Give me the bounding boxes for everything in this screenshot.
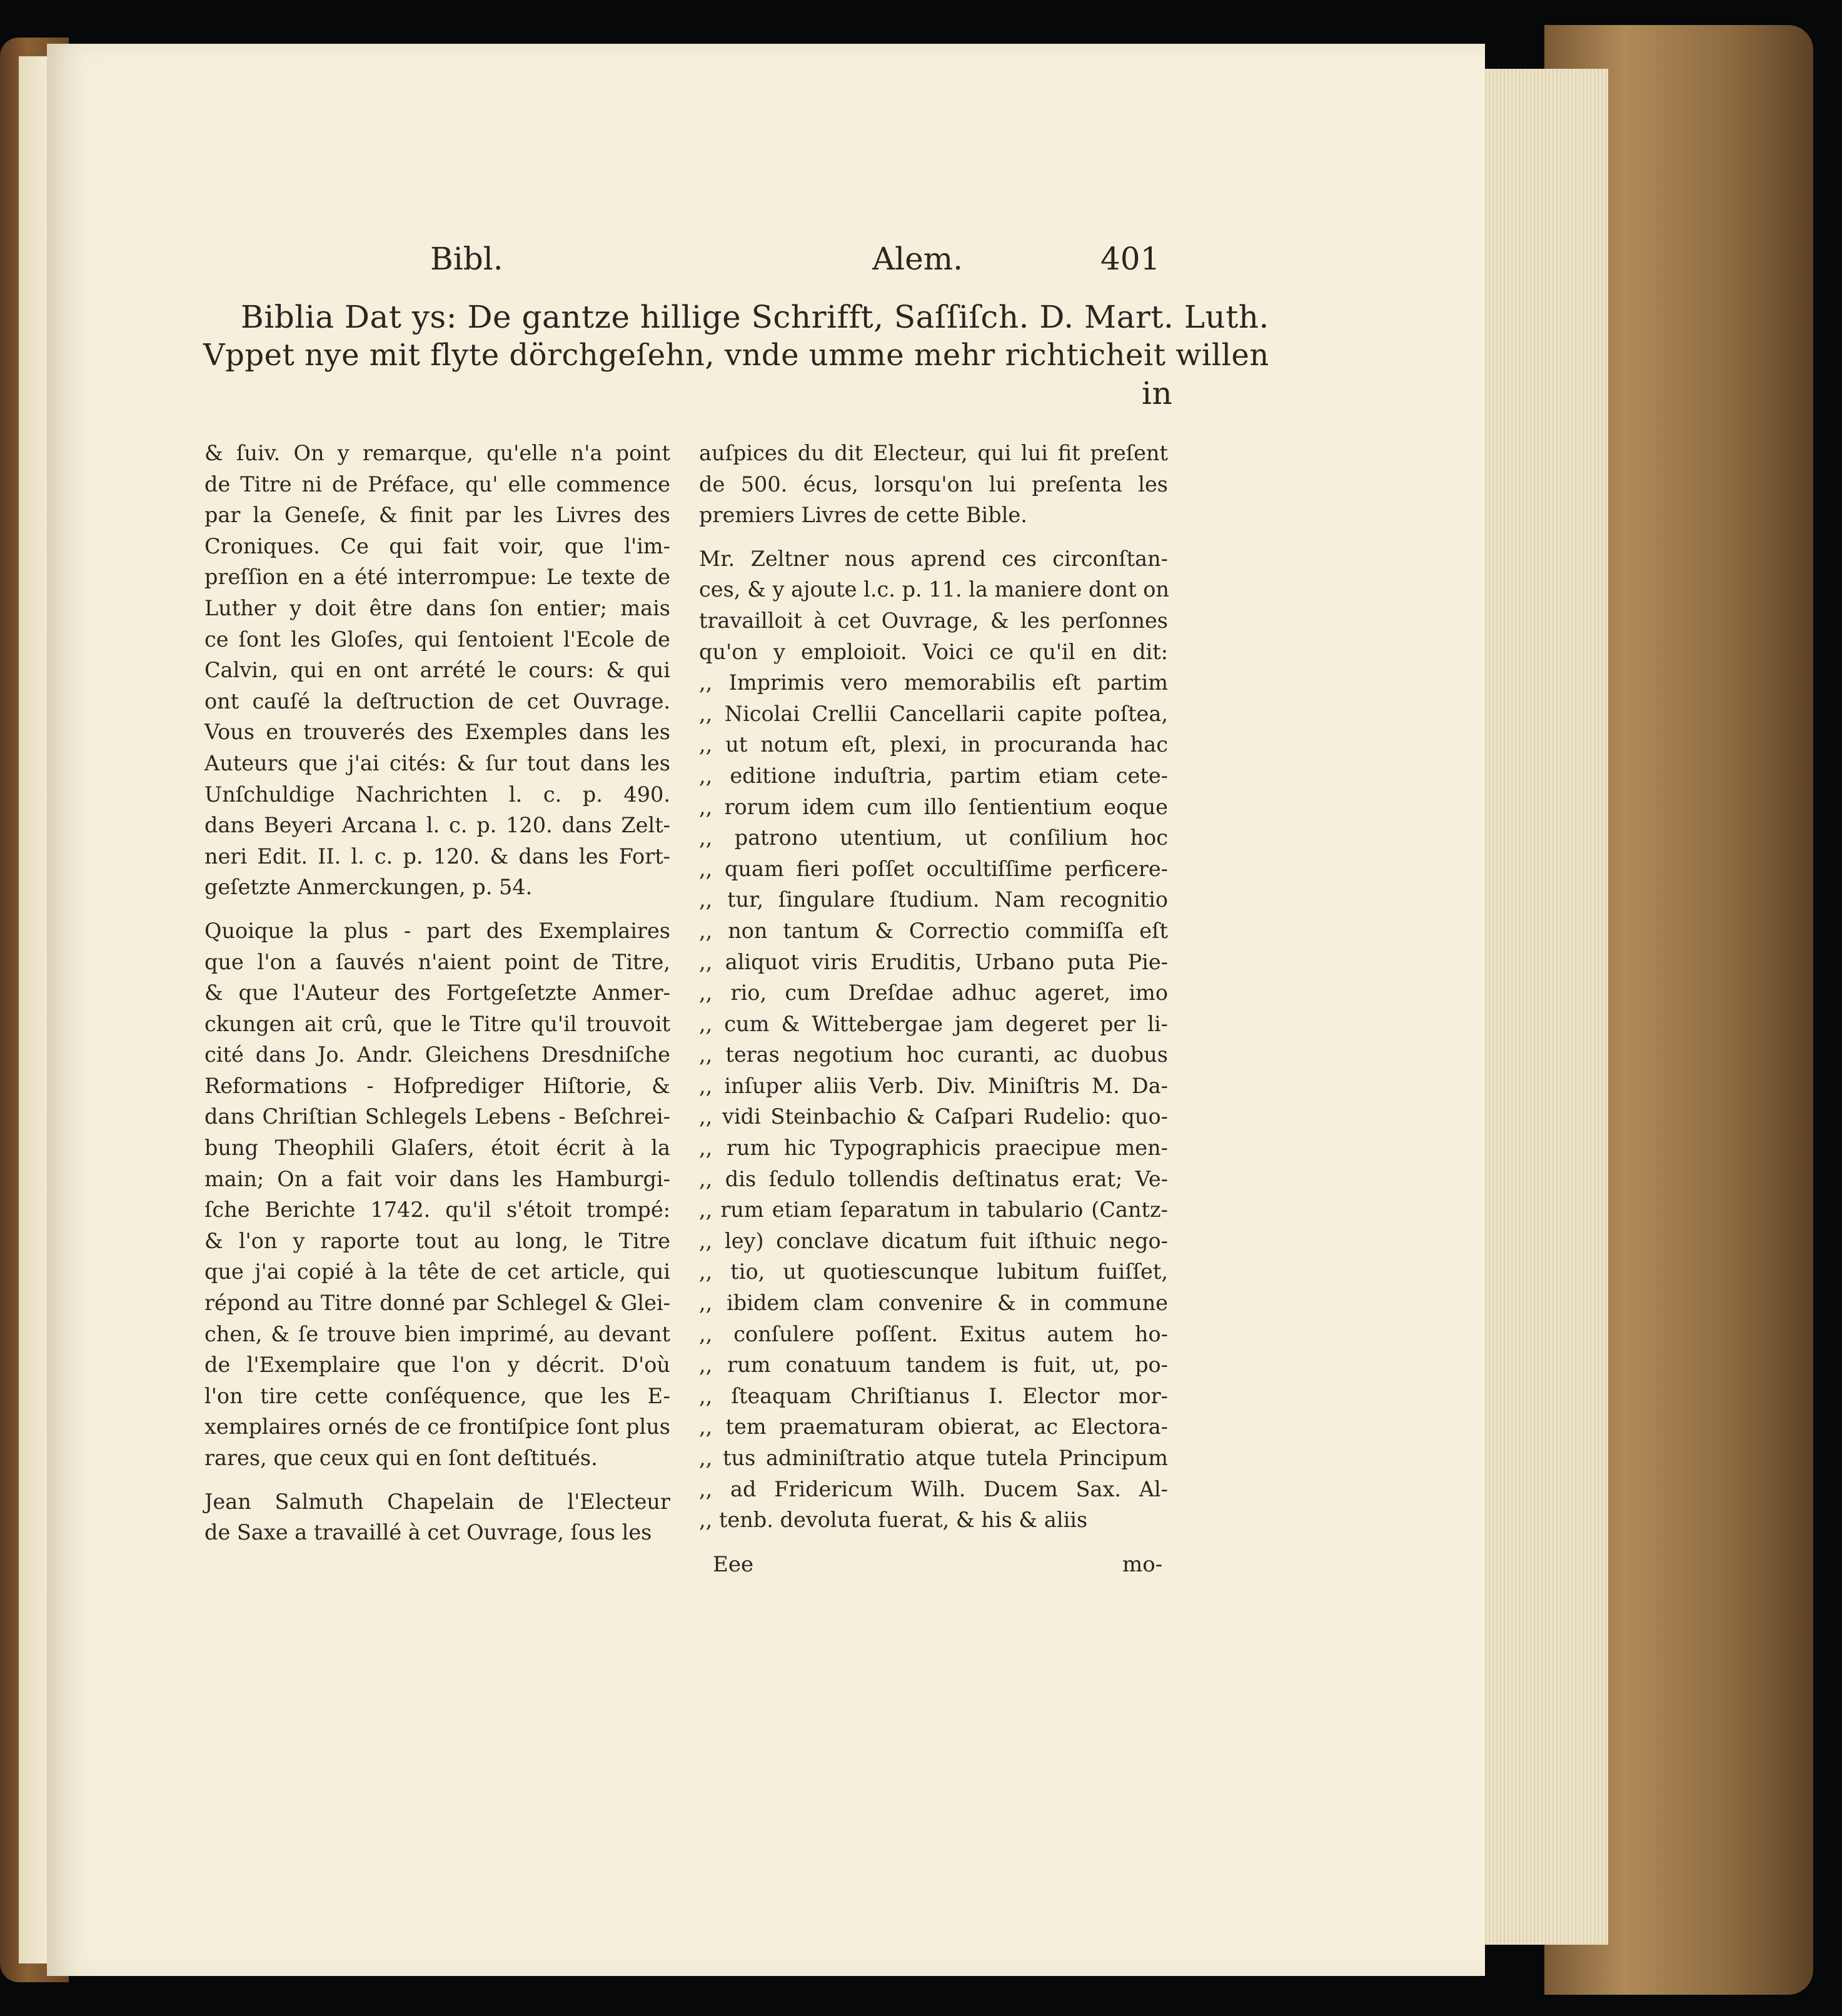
page-block-edge	[1482, 69, 1608, 1945]
left-column	[204, 438, 670, 1548]
text-line: ſche Berichte 1742. qu'il s'étoit trompé:	[204, 1197, 670, 1222]
running-head-left: Bibl.	[430, 241, 503, 277]
paragraph-gap	[204, 1474, 670, 1486]
text-line: ,, rio, cum Dreſdae adhuc ageret, imo	[699, 980, 1168, 1005]
text-line: ,, rorum idem cum illo ſentientium eoque	[699, 794, 1168, 819]
text-line: que j'ai copié à la tête de cet article, qui	[204, 1259, 670, 1284]
text-line: l'on tire cette conſéquence, que les E-	[204, 1383, 670, 1408]
text-line: Luther y doit être dans ſon entier; mais	[204, 595, 670, 620]
text-line: ,, patrono utentium, ut conſilium hoc	[699, 825, 1168, 850]
text-line: dans Chriſtian Schlegels Lebens - Beſchrei-	[204, 1104, 670, 1129]
text-line: ,, teras negotium hoc curanti, ac duobus	[699, 1042, 1168, 1067]
text-line: & ſuiv. On y remarque, qu'elle n'a point	[204, 441, 670, 465]
text-line: ,, dis ſedulo tollendis deſtinatus erat; Ve-	[699, 1166, 1168, 1191]
page-number: 401	[1100, 241, 1160, 277]
signature-mark: Eee	[713, 1552, 754, 1577]
text-line: dans Beyeri Arcana l. c. p. 120. dans Zelt-	[204, 813, 670, 838]
text-line: ckungen ait crû, que le Titre qu'il trouvoit	[204, 1011, 670, 1036]
text-line: ,, vidi Steinbachio & Caſpari Rudelio: quo-	[699, 1104, 1168, 1129]
paragraph-gap	[204, 903, 670, 915]
text-line: ,, Imprimis vero memorabilis eſt partim	[699, 670, 1168, 695]
text-line: preſſion en a été interrompue: Le texte de	[204, 565, 670, 590]
text-line: Jean Salmuth Chapelain de l'Electeur	[204, 1489, 670, 1514]
text-line: de Saxe a travaillé à cet Ouvrage, ſous les	[204, 1520, 652, 1545]
text-line: ,, aliquot viris Eruditis, Urbano puta Pie-	[699, 949, 1168, 974]
text-line: Calvin, qui en ont arrété le cours: & qui	[204, 658, 670, 683]
text-line: chen, & ſe trouve bien imprimé, au devant	[204, 1321, 670, 1346]
text-line: ,, tenb. devoluta fuerat, & his & aliis	[699, 1508, 1088, 1533]
text-line: Vous en trouverés des Exemples dans les	[204, 720, 670, 745]
text-line: xemplaires ornés de ce frontiſpice ſont plus	[204, 1414, 670, 1439]
title-line-2: Vppet nye mit flyte dörchgeſehn, vnde umme mehr richticheit willen	[203, 338, 1269, 373]
text-line: ,, ley) conclave dicatum fuit iſthuic nego-	[699, 1228, 1168, 1253]
running-head-center: Alem.	[872, 241, 963, 277]
text-line: ,, non tantum & Correctio commiſſa eſt	[699, 918, 1168, 943]
text-line: ,, inſuper aliis Verb. Div. Miniſtris M. Da-	[699, 1073, 1168, 1098]
text-line: ,, rum etiam ſeparatum in tabulario (Cantz-	[699, 1197, 1168, 1222]
text-line: neri Edit. II. l. c. p. 120. & dans les Fort-	[204, 844, 670, 869]
text-line: de Titre ni de Préface, qu' elle commence	[204, 471, 670, 496]
title-line-1: Biblia Dat ys: De gantze hillige Schrifft, Saſſiſch. D. Mart. Luth.	[241, 299, 1269, 335]
right-column	[699, 438, 1168, 1536]
text-line: ,, ad Fridericum Wilh. Ducem Sax. Al-	[699, 1476, 1168, 1501]
text-line: ,, ut notum eſt, plexi, in procuranda hac	[699, 732, 1168, 757]
text-line: ,, rum hic Typographicis praecipue men-	[699, 1136, 1168, 1161]
text-line: Reformations - Hofprediger Hiſtorie, &	[204, 1073, 670, 1098]
text-line: premiers Livres de cette Bible.	[699, 503, 1027, 528]
text-line: ,, ibidem clam convenire & in commune	[699, 1291, 1168, 1316]
text-line: ont cauſé la deſtruction de cet Ouvrage.	[204, 688, 670, 713]
text-line: travailloit à cet Ouvrage, & les perſonnes	[699, 608, 1168, 633]
text-line: Unſchuldige Nachrichten l. c. p. 490.	[204, 782, 670, 807]
text-line: ces, & y ajoute l.c. p. 11. la maniere dont on	[699, 577, 1169, 602]
text-line: bung Theophili Glaſers, étoit écrit à la	[204, 1136, 670, 1161]
text-line: rares, que ceux qui en ſont deſtitués.	[204, 1446, 598, 1470]
text-line: qu'on y emploioit. Voici ce qu'il en dit:	[699, 639, 1168, 664]
text-line: ce ſont les Gloſes, qui ſentoient l'Ecole de	[204, 627, 670, 652]
text-line: main; On a fait voir dans les Hamburgi-	[204, 1166, 670, 1191]
text-line: & que l'Auteur des Fortgeſetzte Anmer-	[204, 980, 670, 1005]
text-line: cité dans Jo. Andr. Gleichens Dresdniſche	[204, 1042, 670, 1067]
text-line: ,, tus adminiſtratio atque tutela Principum	[699, 1446, 1168, 1470]
text-line: ,, ſteaquam Chriſtianus I. Elector mor-	[699, 1383, 1168, 1408]
text-line: ,, quam fieri poſſet occultiſſime perficere-	[699, 856, 1168, 881]
text-line: ,, Nicolai Crellii Cancellarii capite poſtea,	[699, 701, 1168, 726]
text-line: Croniques. Ce qui fait voir, que l'im-	[204, 533, 670, 558]
text-line: Auteurs que j'ai cités: & ſur tout dans les	[204, 750, 670, 775]
text-line: par la Geneſe, & finit par les Livres des	[204, 503, 670, 528]
paragraph-gap	[699, 531, 1168, 543]
text-line: de 500. écus, lorsqu'on lui preſenta les	[699, 471, 1168, 496]
text-line: Quoique la plus - part des Exemplaires	[204, 918, 670, 943]
text-line: que l'on a ſauvés n'aient point de Titre,	[204, 949, 670, 974]
text-line: ,, rum conatuum tandem is fuit, ut, po-	[699, 1353, 1168, 1378]
text-line: répond au Titre donné par Schlegel & Glei-	[204, 1291, 670, 1316]
text-line: auſpices du dit Electeur, qui lui fit preſent	[699, 441, 1168, 465]
title-line-3: in	[1142, 375, 1173, 411]
text-line: & l'on y raporte tout au long, le Titre	[204, 1228, 670, 1253]
text-line: ,, tur, ſingulare ſtudium. Nam recognitio	[699, 887, 1168, 912]
facing-page-edge	[19, 56, 50, 1963]
text-line: geſetzte Anmerckungen, p. 54.	[204, 875, 533, 900]
text-line: ,, tio, ut quotiescunque lubitum fuiſſet,	[699, 1259, 1168, 1284]
text-line: de l'Exemplaire que l'on y décrit. D'où	[204, 1353, 670, 1378]
text-line: ,, conſulere poſſent. Exitus autem ho-	[699, 1321, 1168, 1346]
text-line: ,, cum & Wittebergae jam degeret per li-	[699, 1011, 1168, 1036]
text-line: ,, tem praematuram obierat, ac Electora-	[699, 1414, 1168, 1439]
catchword: mo-	[1122, 1552, 1163, 1577]
text-line: ,, editione induſtria, partim etiam cete-	[699, 763, 1168, 788]
text-line: Mr. Zeltner nous aprend ces circonſtan-	[699, 546, 1168, 571]
